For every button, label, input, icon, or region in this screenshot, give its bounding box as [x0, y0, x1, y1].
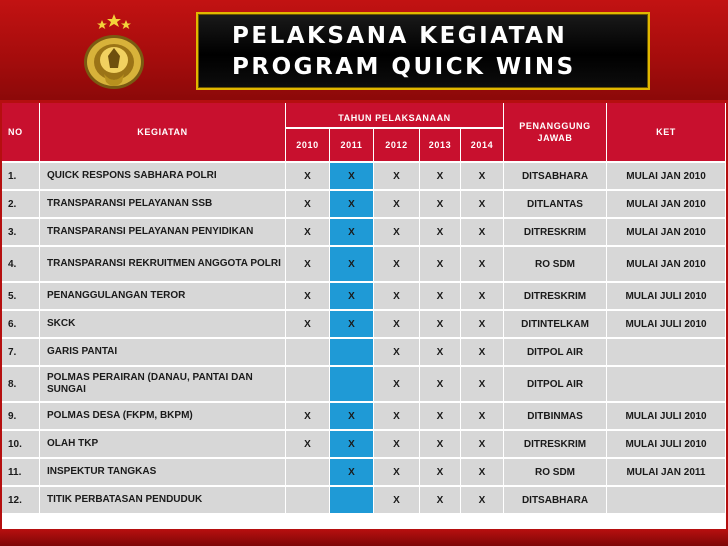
responsible-unit: DITSABHARA [504, 487, 607, 515]
year-2013-cell: X [420, 283, 461, 311]
row-number: 10. [2, 431, 40, 459]
year-2011-cell: X [330, 403, 374, 431]
year-2014-cell: X [461, 367, 504, 403]
header-year-2014: 2014 [461, 129, 504, 163]
year-2014-cell: X [461, 403, 504, 431]
year-2010-cell [286, 367, 330, 403]
remarks-cell: MULAI JAN 2010 [607, 247, 726, 283]
row-number: 8. [2, 367, 40, 403]
year-2013-cell: X [420, 247, 461, 283]
row-number: 12. [2, 487, 40, 515]
year-2013-cell: X [420, 403, 461, 431]
year-2010-cell: X [286, 403, 330, 431]
year-2014-cell: X [461, 247, 504, 283]
year-2013-cell: X [420, 431, 461, 459]
responsible-unit: DITPOL AIR [504, 339, 607, 367]
page-title-line-2: PROGRAM QUICK WINS [232, 54, 576, 80]
year-2010-cell: X [286, 247, 330, 283]
header-year-2013: 2013 [420, 129, 461, 163]
table-row [2, 247, 726, 283]
year-2014-cell: X [461, 163, 504, 191]
remarks-cell [607, 367, 726, 403]
header-year-2011: 2011 [330, 129, 374, 163]
year-2014-cell: X [461, 431, 504, 459]
activity-name: QUICK RESPONS SABHARA POLRI [40, 163, 286, 191]
row-number: 9. [2, 403, 40, 431]
row-number: 5. [2, 283, 40, 311]
year-2011-cell: X [330, 283, 374, 311]
header-year-2012: 2012 [374, 129, 420, 163]
header-no: NO [2, 103, 40, 163]
activities-table [2, 103, 726, 529]
year-2011-cell [330, 339, 374, 367]
activity-name: OLAH TKP [40, 431, 286, 459]
year-2014-cell: X [461, 311, 504, 339]
year-2010-cell: X [286, 163, 330, 191]
year-2013-cell: X [420, 339, 461, 367]
remarks-cell [607, 339, 726, 367]
activity-name: TITIK PERBATASAN PENDUDUK [40, 487, 286, 515]
row-number: 1. [2, 163, 40, 191]
year-2012-cell: X [374, 163, 420, 191]
year-2012-cell: X [374, 431, 420, 459]
year-2013-cell: X [420, 311, 461, 339]
table-row [2, 367, 726, 403]
activity-name: TRANSPARANSI PELAYANAN SSB [40, 191, 286, 219]
year-2011-cell: X [330, 459, 374, 487]
year-2010-cell [286, 459, 330, 487]
activity-name: SKCK [40, 311, 286, 339]
row-number: 7. [2, 339, 40, 367]
activity-name: POLMAS PERAIRAN (DANAU, PANTAI DAN SUNGAI [40, 367, 286, 403]
year-2014-cell: X [461, 339, 504, 367]
table-row [2, 431, 726, 459]
year-2013-cell: X [420, 163, 461, 191]
row-number: 2. [2, 191, 40, 219]
police-emblem-icon [78, 12, 150, 92]
header-penanggung-jawab: PENANGGUNG JAWAB [504, 103, 607, 163]
remarks-cell: MULAI JAN 2010 [607, 219, 726, 247]
year-2014-cell: X [461, 283, 504, 311]
year-2012-cell: X [374, 459, 420, 487]
bottom-bar [0, 530, 728, 546]
activity-name: POLMAS DESA (FKPM, BKPM) [40, 403, 286, 431]
year-2014-cell: X [461, 191, 504, 219]
table-body [2, 163, 726, 515]
table-row [2, 339, 726, 367]
responsible-unit: RO SDM [504, 459, 607, 487]
remarks-cell: MULAI JULI 2010 [607, 311, 726, 339]
year-2011-cell: X [330, 431, 374, 459]
year-2011-cell [330, 367, 374, 403]
year-2014-cell: X [461, 487, 504, 515]
table [2, 103, 726, 515]
year-2010-cell: X [286, 219, 330, 247]
header-tahun-pelaksanaan: TAHUN PELAKSANAAN [286, 103, 504, 129]
responsible-unit: DITRESKRIM [504, 219, 607, 247]
table-row [2, 283, 726, 311]
year-2012-cell: X [374, 247, 420, 283]
year-2014-cell: X [461, 219, 504, 247]
table-row [2, 311, 726, 339]
remarks-cell [607, 487, 726, 515]
row-number: 6. [2, 311, 40, 339]
year-2010-cell: X [286, 283, 330, 311]
row-number: 3. [2, 219, 40, 247]
year-2010-cell [286, 487, 330, 515]
table-row [2, 163, 726, 191]
remarks-cell: MULAI JAN 2010 [607, 191, 726, 219]
year-2013-cell: X [420, 487, 461, 515]
remarks-cell: MULAI JAN 2011 [607, 459, 726, 487]
year-2012-cell: X [374, 191, 420, 219]
responsible-unit: DITRESKRIM [504, 431, 607, 459]
responsible-unit: DITPOL AIR [504, 367, 607, 403]
year-2011-cell: X [330, 311, 374, 339]
year-2010-cell: X [286, 431, 330, 459]
responsible-unit: RO SDM [504, 247, 607, 283]
year-2011-cell [330, 487, 374, 515]
header-year-2010: 2010 [286, 129, 330, 163]
responsible-unit: DITBINMAS [504, 403, 607, 431]
year-2013-cell: X [420, 367, 461, 403]
title-box [196, 12, 650, 90]
page-title-line-1: PELAKSANA KEGIATAN [232, 23, 568, 49]
year-2012-cell: X [374, 487, 420, 515]
header-kegiatan: KEGIATAN [40, 103, 286, 163]
year-2013-cell: X [420, 219, 461, 247]
year-2012-cell: X [374, 311, 420, 339]
year-2012-cell: X [374, 219, 420, 247]
row-number: 11. [2, 459, 40, 487]
remarks-cell: MULAI JAN 2010 [607, 163, 726, 191]
year-2011-cell: X [330, 219, 374, 247]
year-2011-cell: X [330, 247, 374, 283]
activity-name: PENANGGULANGAN TEROR [40, 283, 286, 311]
responsible-unit: DITINTELKAM [504, 311, 607, 339]
remarks-cell: MULAI JULI 2010 [607, 403, 726, 431]
year-2011-cell: X [330, 191, 374, 219]
activity-name: TRANSPARANSI PELAYANAN PENYIDIKAN [40, 219, 286, 247]
table-row [2, 459, 726, 487]
activity-name: TRANSPARANSI REKRUITMEN ANGGOTA POLRI [40, 247, 286, 283]
remarks-cell: MULAI JULI 2010 [607, 431, 726, 459]
header-ket: KET [607, 103, 726, 163]
table-row [2, 403, 726, 431]
table-row [2, 219, 726, 247]
year-2011-cell: X [330, 163, 374, 191]
activity-name: INSPEKTUR TANGKAS [40, 459, 286, 487]
header-banner [0, 0, 728, 100]
year-2010-cell: X [286, 191, 330, 219]
year-2010-cell: X [286, 311, 330, 339]
responsible-unit: DITSABHARA [504, 163, 607, 191]
year-2013-cell: X [420, 459, 461, 487]
year-2012-cell: X [374, 403, 420, 431]
table-row [2, 487, 726, 515]
responsible-unit: DITLANTAS [504, 191, 607, 219]
table-row [2, 191, 726, 219]
remarks-cell: MULAI JULI 2010 [607, 283, 726, 311]
year-2012-cell: X [374, 367, 420, 403]
activity-name: GARIS PANTAI [40, 339, 286, 367]
year-2014-cell: X [461, 459, 504, 487]
year-2010-cell [286, 339, 330, 367]
year-2012-cell: X [374, 339, 420, 367]
year-2012-cell: X [374, 283, 420, 311]
responsible-unit: DITRESKRIM [504, 283, 607, 311]
row-number: 4. [2, 247, 40, 283]
year-2013-cell: X [420, 191, 461, 219]
